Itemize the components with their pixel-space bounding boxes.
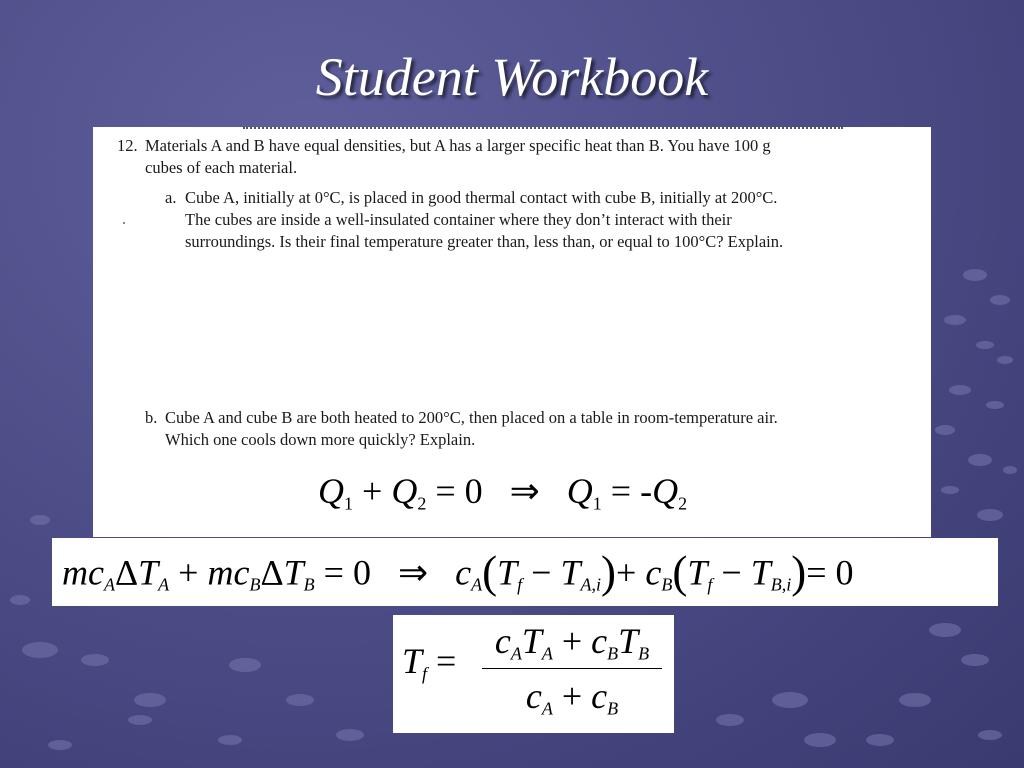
fraction-bar <box>482 668 662 669</box>
equation-final-temperature-lhs: $T_f$ = <box>402 641 457 684</box>
question-text-line: cubes of each material. <box>145 158 298 177</box>
equation-heat-balance: $mc_A\Delta T_A + mc_B\Delta T_B = 0$ ⇒ $c_A(T_f - T_{A,i})+ c_B(T_f - T_{B,i})= 0$ <box>62 547 854 597</box>
question-text-line: Which one cools down more quickly? Explain. <box>165 430 476 449</box>
question-text-line: Cube A, initially at 0°C, is placed in good thermal contact with cube B, initially at 200°C. <box>185 188 778 207</box>
fraction-denominator: $c_A + c_B$ <box>525 676 619 719</box>
equation-final-temperature-fraction <box>482 620 662 719</box>
equation-energy-conservation: $Q_1 + Q_2 = 0$ ⇒ $Q_1 = -Q_2$ <box>318 471 688 514</box>
part-label: b. <box>145 408 158 427</box>
question-text-line: Materials A and B have equal densities, but A has a larger specific heat than B. You have 100 g <box>145 136 771 155</box>
question-12 <box>117 135 917 179</box>
slide-title: Student Workbook <box>315 47 709 107</box>
question-text-line: surroundings. Is their final temperature greater than, less than, or equal to 100°C? Explain. <box>185 232 784 251</box>
question-text-line: The cubes are inside a well-insulated container where they don’t interact with their <box>185 210 732 229</box>
question-number: 12. <box>117 136 138 155</box>
scan-speck <box>123 222 125 224</box>
question-text-line: Cube A and cube B are both heated to 200°C, then placed on a table in room-temperature air. <box>165 408 778 427</box>
scan-edge <box>243 127 843 133</box>
question-part-b <box>145 407 925 451</box>
fraction-numerator: $c_AT_A + c_BT_B$ <box>494 621 650 664</box>
question-part-a <box>165 187 925 253</box>
part-label: a. <box>165 188 177 207</box>
